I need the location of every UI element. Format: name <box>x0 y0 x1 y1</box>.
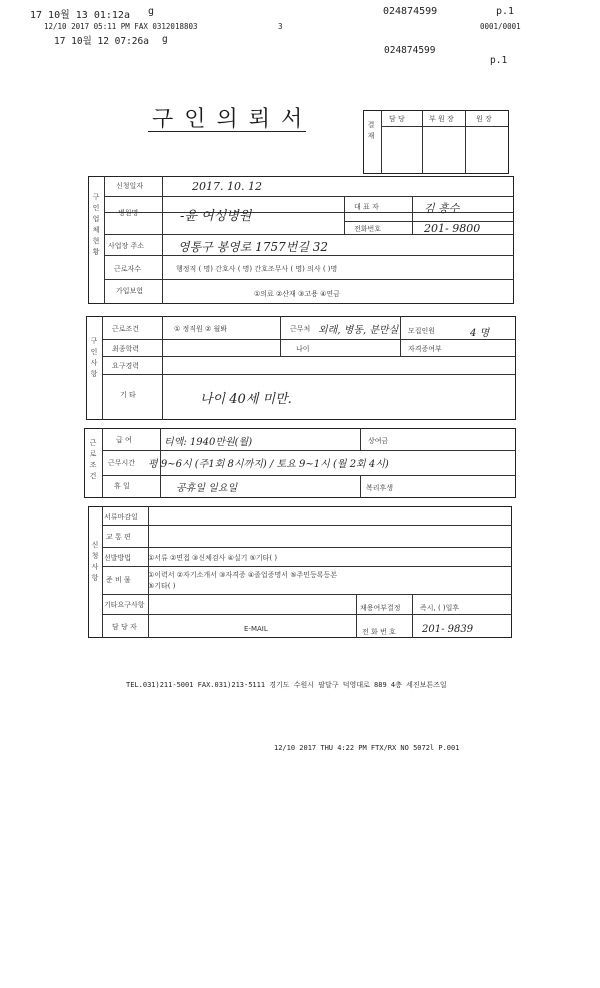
hospital-label: 병원명 <box>118 209 139 217</box>
employer-side-label: 구인업체현황 <box>92 193 100 256</box>
manager-label: 담 당 자 <box>112 623 137 631</box>
age-label: 나이 <box>296 345 310 353</box>
edu-label: 최종학력 <box>112 345 140 353</box>
career-label: 요구경력 <box>112 362 140 370</box>
tel-value: 201- 9839 <box>422 624 474 635</box>
address-label: 사업장 주소 <box>108 242 145 250</box>
method-value: ①서류 ②면접 ③신체검사 ④실기 ⑤기타( ) <box>148 554 278 562</box>
rep-label: 대 표 자 <box>354 203 379 211</box>
holiday-label: 휴 일 <box>114 482 130 490</box>
pay-value: 티액: 1940만원(월) <box>164 437 253 448</box>
hospital-value: -윤 여성병원 <box>180 209 252 224</box>
docs-label: 준 비 물 <box>106 576 131 584</box>
decision-label: 채용여부결정 <box>360 604 401 612</box>
decision-value: 즉시, ( )일후 <box>420 604 460 612</box>
fax-number-line3: 024874599 <box>384 45 436 56</box>
deadline-label: 서류마감일 <box>104 513 138 521</box>
fax-time-line3: 17 10월 12 07:26a <box>54 36 149 47</box>
footer-contact: TEL.031)211-5001 FAX.031)213-5111 경기도 수원시 팔달구 덕영대로 889 4층 세진보튼즈일 <box>126 681 447 689</box>
fax-time-line1: 17 10월 13 01:12a <box>30 10 130 21</box>
title-underline <box>148 131 306 132</box>
workers-value: 행정직 ( 명) 간호사 ( 명) 간호조무사 ( 명) 의사 ( )명 <box>176 265 338 273</box>
approval-header-director: 원 장 <box>476 115 492 123</box>
date-value: 2017. 10. 12 <box>192 180 262 193</box>
transport-label: 교 통 편 <box>106 533 131 541</box>
cond-value: ① 정직원 ② 월봐 <box>174 325 228 333</box>
other-label: 기타요구사항 <box>104 601 145 609</box>
fax-line2: 12/10 2017 05:11 PM FAX 0312018803 <box>44 22 198 31</box>
license-label: 자격증여부 <box>408 345 442 353</box>
holiday-value: 공휴일 일요일 <box>176 483 238 494</box>
etc-value: 나이 40세 미만. <box>200 392 292 407</box>
fax-number-line1: 024874599 <box>383 6 438 17</box>
count-value: 4 명 <box>470 328 490 339</box>
phone-value: 201- 9800 <box>424 222 481 235</box>
hours-label: 근무시간 <box>108 459 136 467</box>
place-label: 근무처 <box>290 325 311 333</box>
rep-value: 김 흥수 <box>424 202 460 215</box>
bottom-fax-line: 12/10 2017 THU 4:22 PM FTX/RX NO 5072l P.001 <box>274 744 460 752</box>
approval-side-label: 결 재 <box>367 121 375 140</box>
fax-g-line3: g <box>162 34 168 45</box>
welfare-label: 복리후생 <box>366 484 394 492</box>
fax-counter: 0001/0001 <box>480 22 521 31</box>
docs-value-2: ⑤기타( ) <box>148 582 176 590</box>
fax-page-line1: p.1 <box>496 6 515 17</box>
fax-g-line1: g <box>148 6 155 17</box>
fax-three: 3 <box>278 22 283 31</box>
pay-label: 급 여 <box>116 436 132 444</box>
date-label: 신청일자 <box>116 182 144 190</box>
insurance-label: 가입보험 <box>116 287 144 295</box>
bonus-label: 상여금 <box>368 437 389 445</box>
count-label: 모집인원 <box>408 327 436 335</box>
place-value: 외래, 병동, 분만실 <box>318 325 399 336</box>
job-side-label: 구인사항 <box>90 337 98 378</box>
approval-header-staff: 담 당 <box>389 115 405 123</box>
workers-label: 근로자수 <box>114 265 142 273</box>
cond-label: 근로조건 <box>112 325 140 333</box>
page-title: 구 인 의 뢰 서 <box>152 107 305 132</box>
insurance-value: ①의료 ②산재 ③고용 ④연금 <box>254 290 340 298</box>
email-label: E-MAIL <box>244 625 268 633</box>
etc-label: 기 타 <box>120 391 136 399</box>
address-value: 영통구 봉영로 1757번길 32 <box>178 240 328 254</box>
fax-page-line3: p.1 <box>490 55 508 66</box>
conditions-side-label: 근로조건 <box>89 439 97 480</box>
tel-label: 전 화 번 호 <box>362 628 396 636</box>
approval-header-vice: 부 원 장 <box>429 115 454 123</box>
method-label: 선발방법 <box>104 554 132 562</box>
docs-value-1: ①이력서 ②자기소개서 ③자격증 ④졸업증명서 ⑤주민등록등본 <box>148 571 338 579</box>
phone-label: 전화번호 <box>354 225 382 233</box>
hours-value: 평 9~6시 (주1회 8시까지) / 토요 9~1시 (월 2회 4시) <box>148 459 389 470</box>
application-side-label: 신청사항 <box>91 541 99 582</box>
